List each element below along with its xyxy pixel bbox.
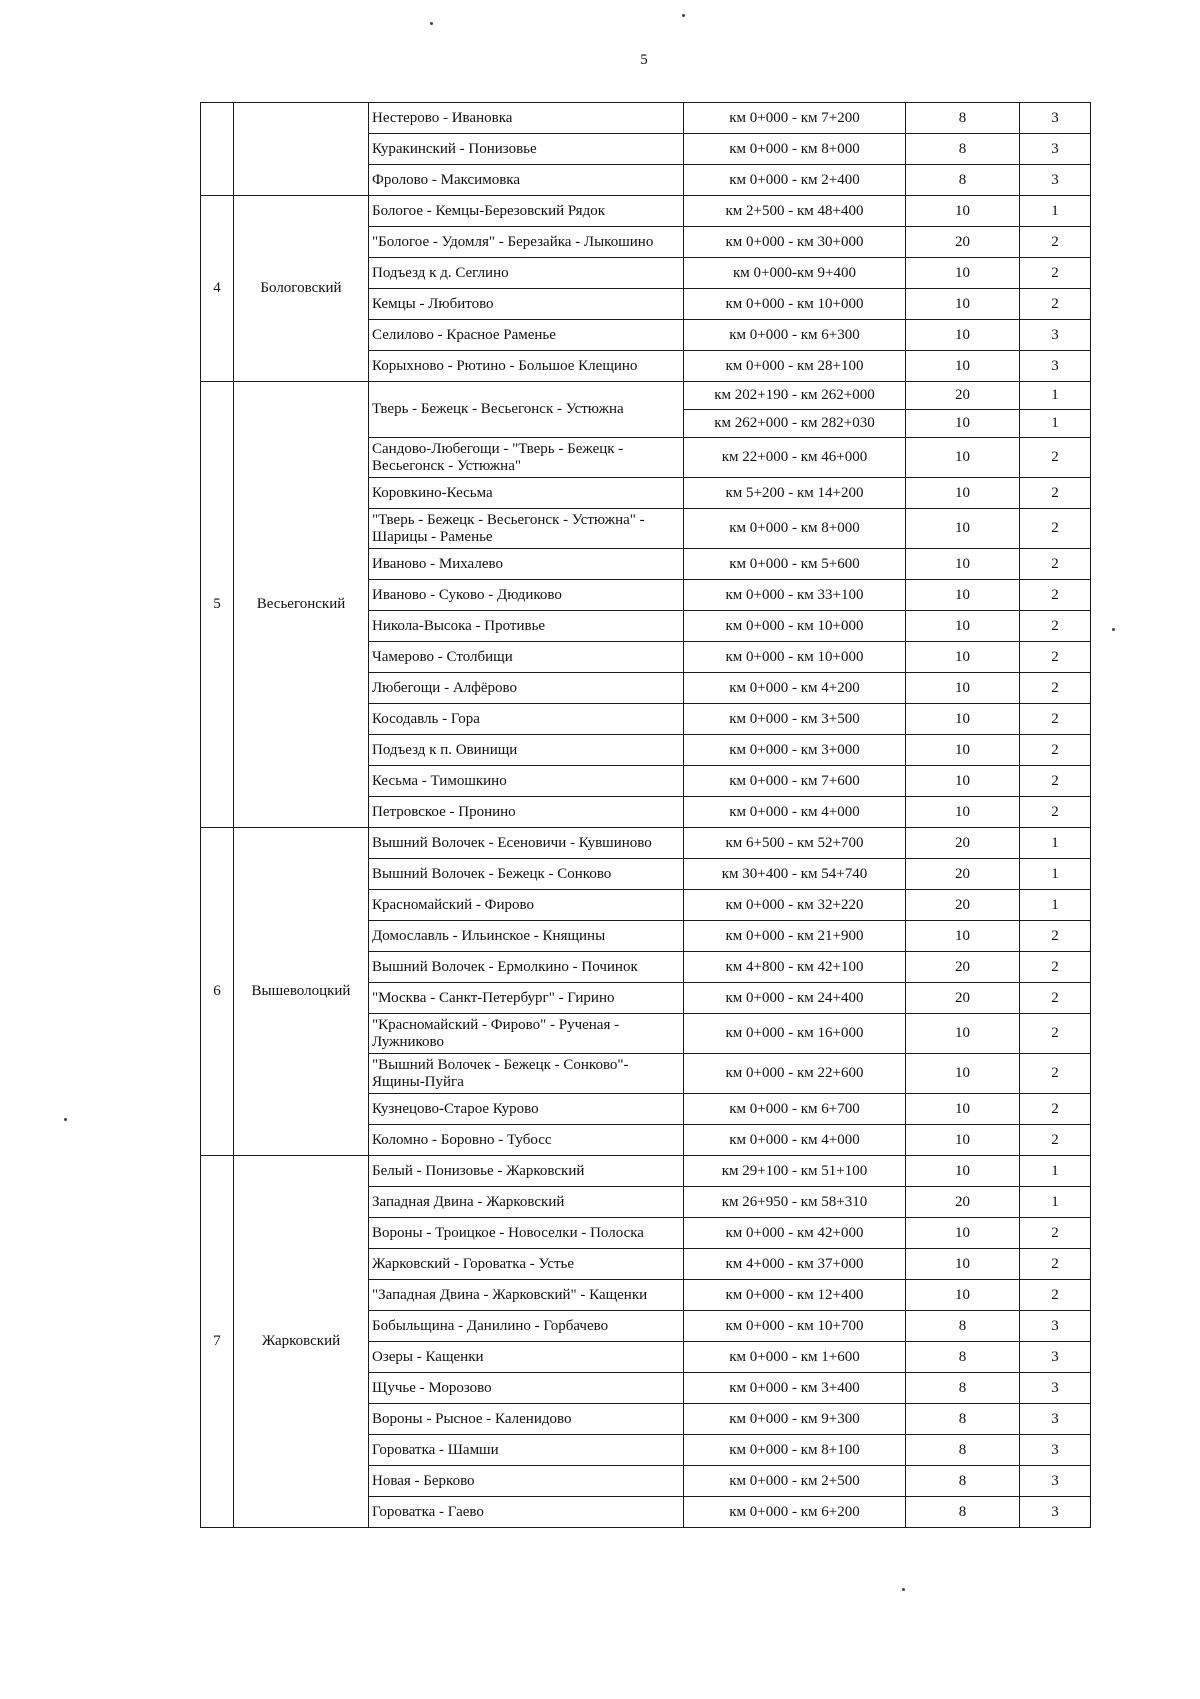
km-range: км 0+000 - км 12+400 xyxy=(684,1280,906,1311)
road-width: 8 xyxy=(906,1435,1020,1466)
road-category: 2 xyxy=(1020,611,1091,642)
road-category: 2 xyxy=(1020,983,1091,1014)
road-name: Вышний Волочек - Бежецк - Сонково xyxy=(369,859,684,890)
road-category: 2 xyxy=(1020,258,1091,289)
road-name: Подъезд к д. Сеглино xyxy=(369,258,684,289)
km-range: км 0+000 - км 4+200 xyxy=(684,673,906,704)
km-range: км 4+800 - км 42+100 xyxy=(684,952,906,983)
km-range: км 6+500 - км 52+700 xyxy=(684,828,906,859)
road-name: Подъезд к п. Овинищи xyxy=(369,735,684,766)
road-category: 1 xyxy=(1020,410,1091,438)
road-name: Кузнецово-Старое Курово xyxy=(369,1094,684,1125)
km-range: км 0+000 - км 3+000 xyxy=(684,735,906,766)
km-range: км 0+000 - км 2+400 xyxy=(684,165,906,196)
km-range: км 0+000 - км 7+200 xyxy=(684,103,906,134)
km-range: км 0+000 - км 7+600 xyxy=(684,766,906,797)
road-width: 10 xyxy=(906,478,1020,509)
road-name: "Бологое - Удомля" - Березайка - Лыкошино xyxy=(369,227,684,258)
road-width: 8 xyxy=(906,1311,1020,1342)
road-category: 2 xyxy=(1020,673,1091,704)
road-name: Куракинский - Понизовье xyxy=(369,134,684,165)
district-number: 4 xyxy=(201,196,234,382)
km-range: км 26+950 - км 58+310 xyxy=(684,1187,906,1218)
road-category: 1 xyxy=(1020,890,1091,921)
road-category: 2 xyxy=(1020,1218,1091,1249)
road-width: 10 xyxy=(906,1280,1020,1311)
road-category: 3 xyxy=(1020,1466,1091,1497)
table-row xyxy=(201,103,1091,134)
road-width: 10 xyxy=(906,438,1020,478)
km-range: км 0+000 - км 42+000 xyxy=(684,1218,906,1249)
road-category: 2 xyxy=(1020,1014,1091,1054)
road-category: 2 xyxy=(1020,735,1091,766)
road-width: 10 xyxy=(906,196,1020,227)
road-category: 1 xyxy=(1020,196,1091,227)
road-category: 3 xyxy=(1020,320,1091,351)
road-category: 2 xyxy=(1020,1094,1091,1125)
roads-table-body xyxy=(201,103,1091,1528)
km-range: км 29+100 - км 51+100 xyxy=(684,1156,906,1187)
road-name: "Москва - Санкт-Петербург" - Гирино xyxy=(369,983,684,1014)
road-width: 10 xyxy=(906,1156,1020,1187)
district-number: 6 xyxy=(201,828,234,1156)
km-range: км 0+000-км 9+400 xyxy=(684,258,906,289)
road-width: 20 xyxy=(906,382,1020,410)
road-name: Корыхново - Рютино - Большое Клещино xyxy=(369,351,684,382)
road-name: Иваново - Михалево xyxy=(369,549,684,580)
road-width: 10 xyxy=(906,704,1020,735)
scan-speck xyxy=(682,14,685,17)
road-width: 8 xyxy=(906,1466,1020,1497)
road-category: 2 xyxy=(1020,1249,1091,1280)
road-width: 10 xyxy=(906,1218,1020,1249)
km-range: км 0+000 - км 6+300 xyxy=(684,320,906,351)
road-width: 10 xyxy=(906,289,1020,320)
table-row xyxy=(201,382,1091,410)
road-name: Вороны - Троицкое - Новоселки - Полоска xyxy=(369,1218,684,1249)
road-category: 2 xyxy=(1020,1125,1091,1156)
road-width: 10 xyxy=(906,766,1020,797)
road-category: 2 xyxy=(1020,642,1091,673)
road-width: 8 xyxy=(906,1373,1020,1404)
road-category: 2 xyxy=(1020,704,1091,735)
road-category: 3 xyxy=(1020,1311,1091,1342)
km-range: км 0+000 - км 5+600 xyxy=(684,549,906,580)
road-category: 2 xyxy=(1020,478,1091,509)
road-category: 3 xyxy=(1020,134,1091,165)
km-range: км 0+000 - км 3+400 xyxy=(684,1373,906,1404)
km-range: км 5+200 - км 14+200 xyxy=(684,478,906,509)
road-category: 2 xyxy=(1020,549,1091,580)
road-name: Вышний Волочек - Ермолкино - Починок xyxy=(369,952,684,983)
road-name: Кесьма - Тимошкино xyxy=(369,766,684,797)
road-width: 8 xyxy=(906,134,1020,165)
road-width: 10 xyxy=(906,580,1020,611)
km-range: км 0+000 - км 28+100 xyxy=(684,351,906,382)
road-category: 2 xyxy=(1020,509,1091,549)
road-name: "Вышний Волочек - Бежецк - Сонково"- Ящины-Пуйга xyxy=(369,1054,684,1094)
road-category: 1 xyxy=(1020,1156,1091,1187)
road-width: 8 xyxy=(906,103,1020,134)
road-category: 3 xyxy=(1020,1435,1091,1466)
district-name xyxy=(234,103,369,196)
km-range: км 0+000 - км 4+000 xyxy=(684,797,906,828)
road-width: 10 xyxy=(906,509,1020,549)
district-number: 7 xyxy=(201,1156,234,1528)
km-range: км 0+000 - км 24+400 xyxy=(684,983,906,1014)
road-category: 2 xyxy=(1020,1280,1091,1311)
road-width: 10 xyxy=(906,642,1020,673)
km-range: км 0+000 - км 10+000 xyxy=(684,289,906,320)
road-width: 20 xyxy=(906,828,1020,859)
road-category: 2 xyxy=(1020,921,1091,952)
km-range: км 0+000 - км 30+000 xyxy=(684,227,906,258)
road-name: Петровское - Пронино xyxy=(369,797,684,828)
km-range: км 2+500 - км 48+400 xyxy=(684,196,906,227)
km-range: км 0+000 - км 33+100 xyxy=(684,580,906,611)
road-name: Бологое - Кемцы-Березовский Рядок xyxy=(369,196,684,227)
road-name: Вышний Волочек - Есеновичи - Кувшиново xyxy=(369,828,684,859)
road-name: Озеры - Кащенки xyxy=(369,1342,684,1373)
road-width: 10 xyxy=(906,258,1020,289)
road-category: 3 xyxy=(1020,1497,1091,1528)
km-range: км 0+000 - км 2+500 xyxy=(684,1466,906,1497)
road-category: 2 xyxy=(1020,289,1091,320)
road-name: Коломно - Боровно - Тубосс xyxy=(369,1125,684,1156)
table-row xyxy=(201,828,1091,859)
road-name: Вороны - Рысное - Каленидово xyxy=(369,1404,684,1435)
road-width: 10 xyxy=(906,797,1020,828)
road-width: 20 xyxy=(906,952,1020,983)
road-name: Иваново - Суково - Дюдиково xyxy=(369,580,684,611)
road-width: 20 xyxy=(906,859,1020,890)
road-category: 3 xyxy=(1020,1404,1091,1435)
road-category: 2 xyxy=(1020,952,1091,983)
road-category: 2 xyxy=(1020,1054,1091,1094)
table-row xyxy=(201,1156,1091,1187)
road-name: Домославль - Ильинское - Княщины xyxy=(369,921,684,952)
km-range: км 0+000 - км 6+700 xyxy=(684,1094,906,1125)
road-name: Тверь - Бежецк - Весьегонск - Устюжна xyxy=(369,382,684,438)
table-row xyxy=(201,196,1091,227)
road-width: 10 xyxy=(906,549,1020,580)
road-width: 20 xyxy=(906,1187,1020,1218)
road-name: Бобыльщина - Данилино - Горбачево xyxy=(369,1311,684,1342)
district-number: 5 xyxy=(201,382,234,828)
page-number: 5 xyxy=(640,52,648,68)
district-name: Весьегонский xyxy=(234,382,369,828)
km-range: км 0+000 - км 16+000 xyxy=(684,1014,906,1054)
km-range: км 0+000 - км 9+300 xyxy=(684,1404,906,1435)
road-category: 1 xyxy=(1020,382,1091,410)
road-width: 10 xyxy=(906,410,1020,438)
km-range: км 0+000 - км 4+000 xyxy=(684,1125,906,1156)
road-name: Щучье - Морозово xyxy=(369,1373,684,1404)
road-name: Жарковский - Гороватка - Устье xyxy=(369,1249,684,1280)
road-category: 3 xyxy=(1020,103,1091,134)
km-range: км 30+400 - км 54+740 xyxy=(684,859,906,890)
road-category: 2 xyxy=(1020,580,1091,611)
road-width: 10 xyxy=(906,1125,1020,1156)
road-name: Чамерово - Столбищи xyxy=(369,642,684,673)
km-range: км 0+000 - км 3+500 xyxy=(684,704,906,735)
road-category: 3 xyxy=(1020,1373,1091,1404)
road-name: Западная Двина - Жарковский xyxy=(369,1187,684,1218)
road-width: 10 xyxy=(906,673,1020,704)
road-name: Гороватка - Гаево xyxy=(369,1497,684,1528)
roads-table xyxy=(200,102,1091,1528)
road-name: Кемцы - Любитово xyxy=(369,289,684,320)
road-width: 20 xyxy=(906,890,1020,921)
road-width: 10 xyxy=(906,1249,1020,1280)
road-name: Красномайский - Фирово xyxy=(369,890,684,921)
road-name: Нестерово - Ивановка xyxy=(369,103,684,134)
road-name: Коровкино-Кесьма xyxy=(369,478,684,509)
road-name: "Западная Двина - Жарковский" - Кащенки xyxy=(369,1280,684,1311)
district-name: Жарковский xyxy=(234,1156,369,1528)
scan-speck xyxy=(64,1118,67,1121)
scan-speck xyxy=(1112,628,1115,631)
district-name: Вышеволоцкий xyxy=(234,828,369,1156)
km-range: км 0+000 - км 22+600 xyxy=(684,1054,906,1094)
road-width: 8 xyxy=(906,1342,1020,1373)
road-width: 10 xyxy=(906,1094,1020,1125)
km-range: км 0+000 - км 1+600 xyxy=(684,1342,906,1373)
km-range: км 22+000 - км 46+000 xyxy=(684,438,906,478)
road-name: Белый - Понизовье - Жарковский xyxy=(369,1156,684,1187)
road-width: 10 xyxy=(906,320,1020,351)
road-width: 10 xyxy=(906,611,1020,642)
road-category: 3 xyxy=(1020,165,1091,196)
km-range: км 0+000 - км 8+000 xyxy=(684,509,906,549)
road-width: 10 xyxy=(906,921,1020,952)
road-name: Сандово-Любегощи - "Тверь - Бежецк - Весьегонск - Устюжна" xyxy=(369,438,684,478)
road-name: "Тверь - Бежецк - Весьегонск - Устюжна" - Шарицы - Раменье xyxy=(369,509,684,549)
road-category: 3 xyxy=(1020,1342,1091,1373)
road-width: 10 xyxy=(906,351,1020,382)
km-range: км 0+000 - км 10+700 xyxy=(684,1311,906,1342)
km-range: км 0+000 - км 10+000 xyxy=(684,611,906,642)
road-category: 3 xyxy=(1020,351,1091,382)
road-name: "Красномайский - Фирово" - Рученая - Лужниково xyxy=(369,1014,684,1054)
road-width: 8 xyxy=(906,165,1020,196)
road-width: 10 xyxy=(906,1014,1020,1054)
road-width: 20 xyxy=(906,983,1020,1014)
road-name: Никола-Высока - Противье xyxy=(369,611,684,642)
road-width: 8 xyxy=(906,1497,1020,1528)
road-name: Гороватка - Шамши xyxy=(369,1435,684,1466)
road-category: 1 xyxy=(1020,1187,1091,1218)
road-name: Любегощи - Алфёрово xyxy=(369,673,684,704)
road-category: 2 xyxy=(1020,227,1091,258)
km-range: км 202+190 - км 262+000 xyxy=(684,382,906,410)
km-range: км 0+000 - км 32+220 xyxy=(684,890,906,921)
road-category: 2 xyxy=(1020,797,1091,828)
road-width: 10 xyxy=(906,1054,1020,1094)
road-width: 8 xyxy=(906,1404,1020,1435)
scan-speck xyxy=(430,22,433,25)
road-name: Косодавль - Гора xyxy=(369,704,684,735)
district-number xyxy=(201,103,234,196)
road-category: 2 xyxy=(1020,766,1091,797)
scan-speck xyxy=(902,1588,905,1591)
km-range: км 262+000 - км 282+030 xyxy=(684,410,906,438)
km-range: км 0+000 - км 8+000 xyxy=(684,134,906,165)
road-width: 20 xyxy=(906,227,1020,258)
district-name: Бологовский xyxy=(234,196,369,382)
road-width: 10 xyxy=(906,735,1020,766)
km-range: км 0+000 - км 21+900 xyxy=(684,921,906,952)
road-name: Фролово - Максимовка xyxy=(369,165,684,196)
road-name: Новая - Берково xyxy=(369,1466,684,1497)
road-category: 1 xyxy=(1020,859,1091,890)
road-name: Селилово - Красное Раменье xyxy=(369,320,684,351)
km-range: км 0+000 - км 8+100 xyxy=(684,1435,906,1466)
road-category: 1 xyxy=(1020,828,1091,859)
km-range: км 0+000 - км 10+000 xyxy=(684,642,906,673)
km-range: км 4+000 - км 37+000 xyxy=(684,1249,906,1280)
km-range: км 0+000 - км 6+200 xyxy=(684,1497,906,1528)
road-category: 2 xyxy=(1020,438,1091,478)
